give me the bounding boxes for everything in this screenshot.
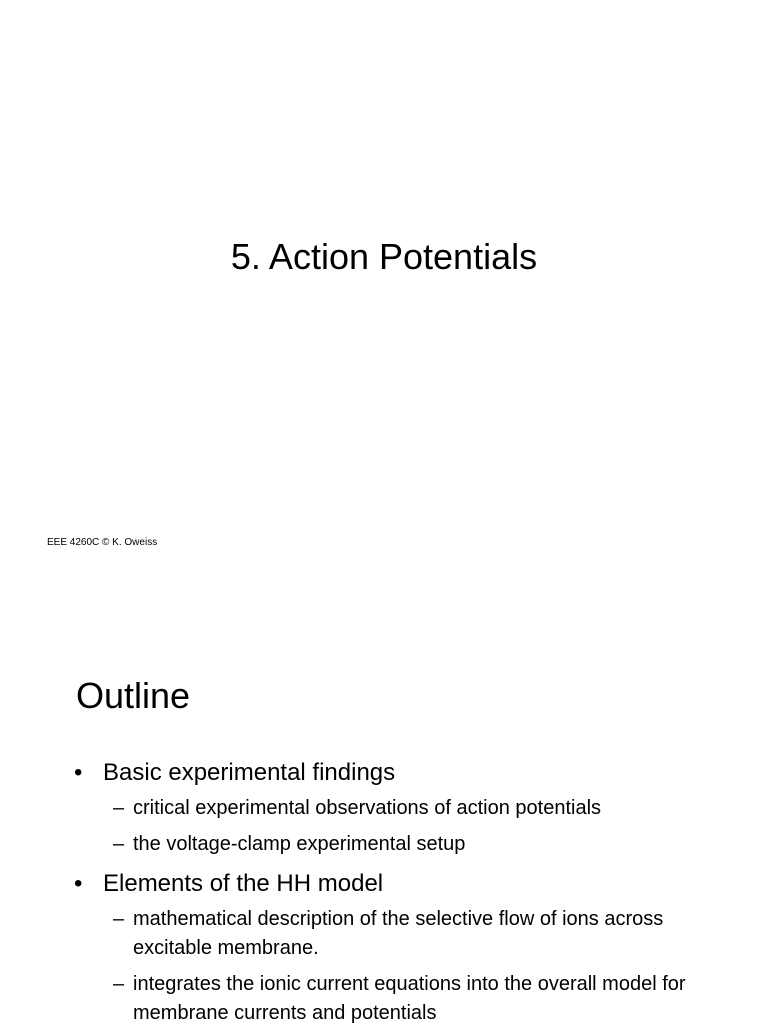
dash-marker: –	[113, 797, 125, 819]
outline-title: Outline	[76, 675, 191, 716]
sub-item	[103, 970, 734, 1024]
bullet-item	[74, 758, 734, 859]
sub-list	[103, 794, 734, 859]
dash-marker: –	[113, 833, 125, 855]
sub-item	[103, 794, 734, 823]
sub-list	[103, 905, 734, 1024]
sub-item-text: mathematical description of the selective flow of ions across excitable membrane.	[133, 908, 664, 959]
dash-marker: –	[113, 973, 125, 995]
bullet-item	[74, 869, 734, 1024]
sub-item-text: integrates the ionic current equations into the overall model for membrane currents and potentials	[133, 973, 686, 1024]
sub-item-text: critical experimental observations of action potentials	[133, 797, 602, 819]
bullet-text: Basic experimental findings	[103, 759, 396, 786]
outline-list	[74, 758, 734, 1024]
bullet-marker: •	[74, 759, 83, 786]
sub-item	[103, 830, 734, 859]
sub-item	[103, 905, 734, 963]
slide-title: 5. Action Potentials	[230, 236, 538, 277]
sub-item-text: the voltage-clamp experimental setup	[133, 833, 466, 855]
slide-footer: EEE 4260C © K. Oweiss	[47, 537, 158, 548]
bullet-marker: •	[74, 870, 83, 897]
bullet-text: Elements of the HH model	[103, 870, 384, 897]
dash-marker: –	[113, 908, 125, 930]
outline-slide	[0, 578, 768, 1024]
